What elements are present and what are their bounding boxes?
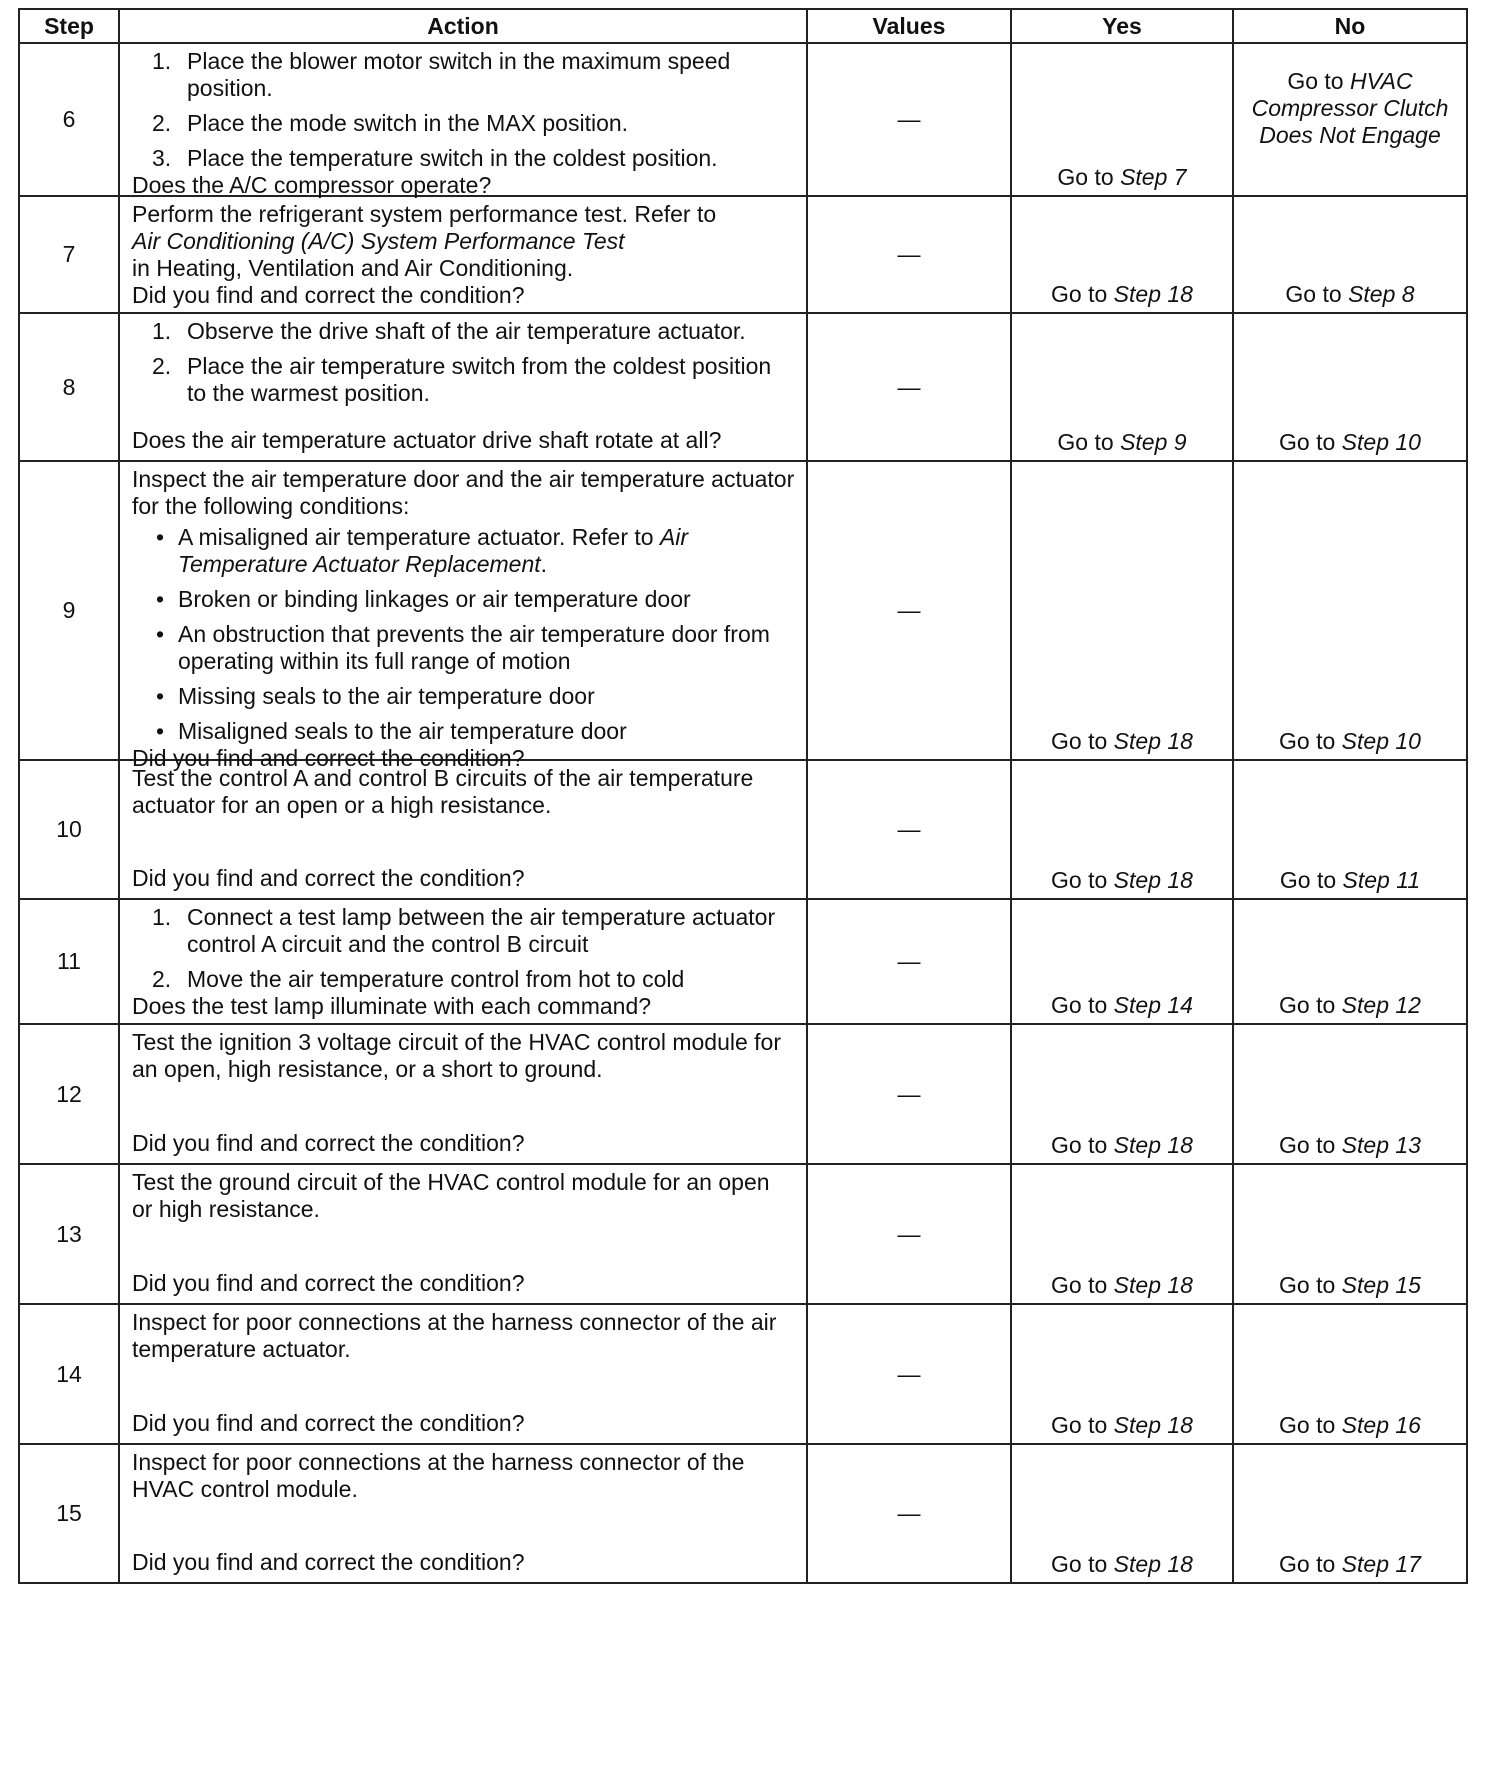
action-cell xyxy=(119,760,807,899)
action-cell xyxy=(119,196,807,313)
no-link[interactable]: Step 11 xyxy=(1342,867,1421,893)
action-question: Does the air temperature actuator drive shaft rotate at all? xyxy=(132,427,722,453)
yes-link[interactable]: Step 18 xyxy=(1113,1132,1193,1158)
table-row xyxy=(19,1164,1467,1304)
yes-cell: Go to Step 18 xyxy=(1011,1444,1233,1583)
no-link[interactable]: Step 13 xyxy=(1341,1132,1421,1158)
table-row xyxy=(19,899,1467,1024)
yes-link[interactable]: Step 18 xyxy=(1113,867,1193,893)
yes-link[interactable]: Step 18 xyxy=(1113,1551,1193,1577)
no-link[interactable]: Step 16 xyxy=(1341,1412,1421,1438)
yes-cell: Go to Step 18 xyxy=(1011,760,1233,899)
yes-cell: Go to Step 18 xyxy=(1011,196,1233,313)
no-cell: Go to HVAC Compressor Clutch Does Not Engage xyxy=(1233,43,1467,196)
yes-link[interactable]: Step 18 xyxy=(1113,281,1193,307)
action-cell xyxy=(119,1024,807,1164)
action-cell xyxy=(119,43,807,196)
reference-link[interactable]: Air Temperature Actuator Replacement xyxy=(178,524,689,577)
action-question: Did you find and correct the condition? xyxy=(132,745,525,771)
step-number: 7 xyxy=(19,196,119,313)
list-item: 3. Place the temperature switch in the coldest position. xyxy=(152,145,718,171)
table-row xyxy=(19,196,1467,313)
header-no: No xyxy=(1233,9,1467,43)
yes-cell: Go to Step 18 xyxy=(1011,1024,1233,1164)
no-cell: Go to Step 15 xyxy=(1233,1164,1467,1304)
list-item: 1. Place the blower motor switch in the maximum speed position. xyxy=(152,48,731,101)
value-cell: — xyxy=(807,1444,1011,1583)
yes-cell: Go to Step 14 xyxy=(1011,899,1233,1024)
no-link[interactable]: Step 15 xyxy=(1341,1272,1421,1298)
numbered-list xyxy=(132,904,796,993)
step-number: 14 xyxy=(19,1304,119,1444)
table-row xyxy=(19,1024,1467,1164)
yes-link[interactable]: Step 18 xyxy=(1113,728,1193,754)
header-step: Step xyxy=(19,9,119,43)
yes-cell: Go to Step 18 xyxy=(1011,1304,1233,1444)
header-row xyxy=(19,9,1467,43)
action-text: Inspect for poor connections at the harness connector of the HVAC control module. xyxy=(132,1449,745,1502)
action-question: Did you find and correct the condition? xyxy=(132,1410,525,1436)
yes-cell: Go to Step 18 xyxy=(1011,1164,1233,1304)
no-cell: Go to Step 10 xyxy=(1233,313,1467,461)
no-cell: Go to Step 11 xyxy=(1233,760,1467,899)
list-item: • Missing seals to the air temperature door xyxy=(156,683,595,709)
value-cell: — xyxy=(807,313,1011,461)
step-number: 13 xyxy=(19,1164,119,1304)
no-link[interactable]: Step 17 xyxy=(1341,1551,1421,1577)
action-cell xyxy=(119,1444,807,1583)
action-question: Does the test lamp illuminate with each command? xyxy=(132,993,652,1019)
no-cell: Go to Step 17 xyxy=(1233,1444,1467,1583)
list-item: 2. Place the air temperature switch from the coldest position to the warmest position. xyxy=(152,353,772,406)
action-cell xyxy=(119,461,807,771)
action-question: Did you find and correct the condition? xyxy=(132,282,525,308)
action-question: Did you find and correct the condition? xyxy=(132,1270,525,1296)
list-item: 2. Move the air temperature control from hot to cold xyxy=(152,966,685,992)
yes-cell: Go to Step 9 xyxy=(1011,313,1233,461)
action-text: Test the control A and control B circuits of the air temperature actuator for an open or a high resistance. xyxy=(132,765,754,818)
action-question: Did you find and correct the condition? xyxy=(132,1130,525,1156)
table-row xyxy=(19,1304,1467,1444)
no-cell: Go to Step 13 xyxy=(1233,1024,1467,1164)
header-action: Action xyxy=(119,9,807,43)
step-number: 10 xyxy=(19,760,119,899)
action-question: Did you find and correct the condition? xyxy=(132,865,525,891)
step-number: 15 xyxy=(19,1444,119,1583)
value-cell: — xyxy=(807,1304,1011,1444)
header-values: Values xyxy=(807,9,1011,43)
action-text: Test the ground circuit of the HVAC control module for an open or high resistance. xyxy=(132,1169,770,1222)
yes-link[interactable]: Step 18 xyxy=(1113,1272,1193,1298)
value-cell: — xyxy=(807,196,1011,313)
numbered-list xyxy=(132,48,796,172)
value-cell: — xyxy=(807,1024,1011,1164)
value-cell: — xyxy=(807,899,1011,1024)
action-text: Inspect the air temperature door and the air temperature actuator for the following conditions: xyxy=(132,466,795,519)
no-cell: Go to Step 12 xyxy=(1233,899,1467,1024)
step-number: 6 xyxy=(19,43,119,196)
action-text: Test the ignition 3 voltage circuit of the HVAC control module for an open, high resistance, or a short to ground. xyxy=(132,1029,782,1082)
no-cell: Go to Step 8 xyxy=(1233,196,1467,313)
yes-cell: Go to Step 7 xyxy=(1011,43,1233,196)
list-item: 2. Place the mode switch in the MAX position. xyxy=(152,110,629,136)
no-cell: Go to Step 10 xyxy=(1233,461,1467,760)
value-cell: — xyxy=(807,1164,1011,1304)
step-number: 8 xyxy=(19,313,119,461)
list-item: 1. Observe the drive shaft of the air temperature actuator. xyxy=(152,318,746,344)
value-cell: — xyxy=(807,461,1011,760)
no-cell: Go to Step 16 xyxy=(1233,1304,1467,1444)
reference-link[interactable]: Air Conditioning (A/C) System Performance Test xyxy=(132,228,625,254)
action-text: Inspect for poor connections at the harness connector of the air temperature actuator. xyxy=(132,1309,777,1362)
table-row xyxy=(19,1444,1467,1583)
list-item: • A misaligned air temperature actuator. Refer to Air Temperature Actuator Replacement. xyxy=(156,524,689,577)
no-link[interactable]: Step 12 xyxy=(1341,992,1421,1018)
value-cell: — xyxy=(807,760,1011,899)
list-item: • Broken or binding linkages or air temperature door xyxy=(156,586,691,612)
list-item: 1. Connect a test lamp between the air temperature actuator control A circuit and the control B circuit xyxy=(152,904,776,957)
bullet-list xyxy=(132,524,796,745)
list-item: • Misaligned seals to the air temperature door xyxy=(156,718,627,744)
no-link[interactable]: Step 8 xyxy=(1348,281,1415,307)
step-number: 12 xyxy=(19,1024,119,1164)
yes-link[interactable]: Step 9 xyxy=(1120,429,1187,455)
yes-link[interactable]: Step 18 xyxy=(1113,1412,1193,1438)
table-row xyxy=(19,313,1467,461)
yes-link[interactable]: Step 14 xyxy=(1113,992,1193,1018)
numbered-list xyxy=(132,318,796,427)
action-cell xyxy=(119,1164,807,1304)
yes-cell: Go to Step 18 xyxy=(1011,461,1233,760)
action-cell xyxy=(119,313,807,461)
no-link[interactable]: HVAC Compressor Clutch Does Not Engage xyxy=(1251,68,1449,148)
list-item: • An obstruction that prevents the air temperature door from operating within its full range of motion xyxy=(156,621,770,674)
action-question: Does the A/C compressor operate? xyxy=(132,172,492,198)
action-cell xyxy=(119,899,807,1024)
step-number: 11 xyxy=(19,899,119,1024)
table-row xyxy=(19,461,1467,760)
step-number: 9 xyxy=(19,461,119,760)
yes-link[interactable]: Step 7 xyxy=(1120,164,1187,190)
header-yes: Yes xyxy=(1011,9,1233,43)
diagnostic-table xyxy=(18,8,1468,1584)
no-link[interactable]: Step 10 xyxy=(1341,429,1421,455)
table-row xyxy=(19,43,1467,196)
action-cell xyxy=(119,1304,807,1444)
action-text: Perform the refrigerant system performance test. Refer to Air Conditioning (A/C) System Performance Test in Heating, Ventilation and Air Conditioning. xyxy=(132,201,717,281)
no-link[interactable]: Step 10 xyxy=(1341,728,1421,754)
value-cell: — xyxy=(807,43,1011,196)
table-row xyxy=(19,760,1467,899)
action-question: Did you find and correct the condition? xyxy=(132,1549,525,1575)
